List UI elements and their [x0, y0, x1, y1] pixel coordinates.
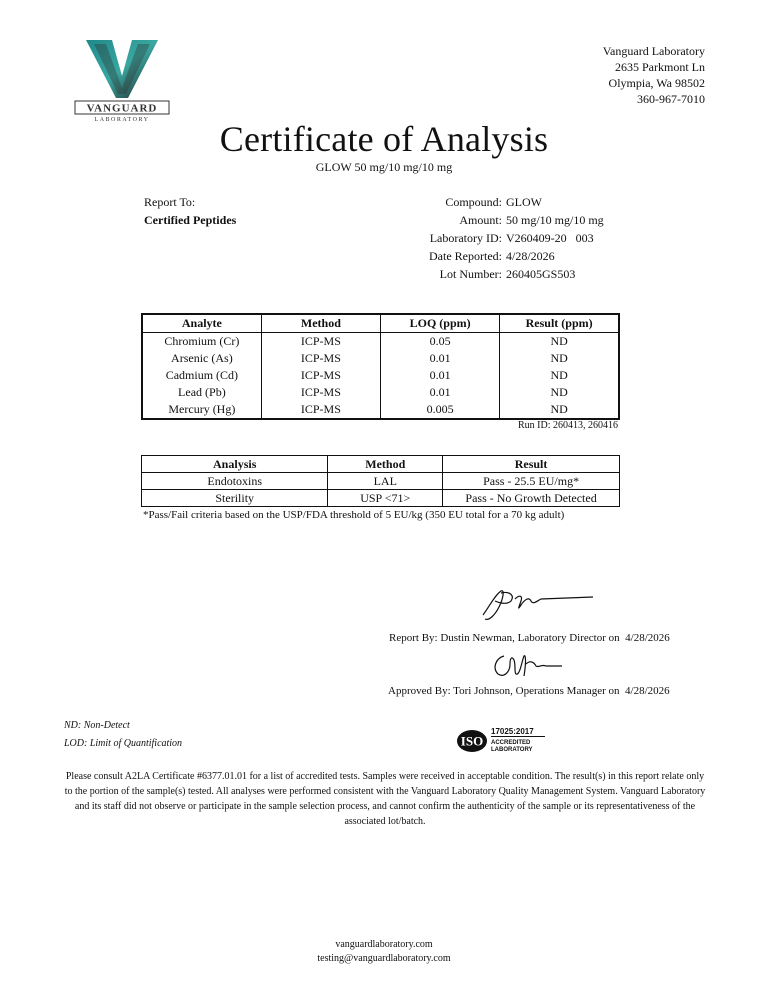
table-row: Chromium (Cr) ICP-MS 0.05 ND [142, 333, 619, 351]
report-by [389, 632, 670, 644]
table-row: Endotoxins LAL Pass - 25.5 EU/mg* [142, 473, 620, 490]
heavy-metals-table [141, 313, 620, 420]
svg-text:ISO: ISO [460, 733, 484, 749]
logo-wordmark: VANGUARD [86, 102, 158, 115]
page-subtitle: GLOW 50 mg/10 mg/10 mg [315, 160, 453, 174]
approved-by-text: Approved By: Tori Johnson, Operations Manager on [388, 685, 620, 697]
footer-email: testing@vanguardlaboratory.com [317, 953, 451, 964]
lab-street: 2635 Parkmont Ln [615, 60, 705, 74]
svg-text:ACCREDITED: ACCREDITED [491, 740, 531, 746]
logo-subtitle: LABORATORY [94, 117, 150, 123]
lab-city: Olympia, Wa 98502 [608, 76, 705, 90]
disclaimer: Please consult A2LA Certificate #6377.01.01 for a list of accredited tests. Samples were received in acceptable condition. The result(s) in this report relate only to the portion of the sample(s) tested. All analyses were performed consistent with the Vanguard Laboratory Quality Management System. Vanguard Laboratory and its staff did not observe or participate in the sample selection process, and cannot confirm the authenticity of the sample or its representativeness of the associated lot/batch. [64, 771, 706, 827]
legend-lod: LOD: Limit of Quantification [64, 738, 183, 749]
pass-fail-note: *Pass/Fail criteria based on the USP/FDA threshold of 5 EU/kg (350 EU total for a 70 kg adult) [143, 509, 565, 521]
report-by-text: Report By: Dustin Newman, Laboratory Director on [389, 632, 620, 644]
svg-text:LABORATORY: LABORATORY [491, 747, 533, 753]
approved-by [388, 685, 670, 697]
lab-phone: 360-967-7010 [637, 92, 705, 106]
lab-address [603, 43, 705, 107]
table-row: Sterility USP <71> Pass - No Growth Detected [142, 490, 620, 507]
report-to [144, 193, 236, 229]
report-to-label: Report To: [144, 195, 196, 209]
table-row: Arsenic (As) ICP-MS 0.01 ND [142, 350, 619, 367]
table-row: Mercury (Hg) ICP-MS 0.005 ND [142, 401, 619, 419]
info-row: Laboratory ID: V260409-20 003 [429, 231, 594, 245]
analysis-table [141, 455, 620, 507]
client-name: Certified Peptides [144, 213, 237, 227]
abbreviation-legend [64, 717, 182, 753]
approved-by-date: 4/28/2026 [625, 685, 670, 697]
vanguard-logo [72, 36, 172, 124]
lab-name: Vanguard Laboratory [602, 44, 705, 58]
table-row: Cadmium (Cd) ICP-MS 0.01 ND [142, 367, 619, 384]
report-by-date: 4/28/2026 [625, 632, 670, 644]
footer-website: vanguardlaboratory.com [335, 939, 433, 950]
table-header-row: Analysis Method Result [142, 456, 620, 473]
table-header-row: Analyte Method LOQ (ppm) Result (ppm) [142, 314, 619, 333]
iso-accreditation-badge [455, 726, 547, 754]
info-row: Date Reported: 4/28/2026 [429, 249, 555, 263]
info-row: Amount: 50 mg/10 mg/10 mg [459, 213, 604, 227]
page-title: Certificate of Analysis [219, 119, 549, 159]
footer [0, 938, 768, 966]
director-signature [475, 585, 595, 625]
run-id: Run ID: 260413, 260416 [518, 420, 618, 431]
table-row: Lead (Pb) ICP-MS 0.01 ND [142, 384, 619, 401]
legend-nd: ND: Non-Detect [64, 720, 130, 731]
info-row: Lot Number: 260405GS503 [439, 267, 576, 281]
sample-info [420, 193, 604, 283]
manager-signature [490, 650, 570, 680]
info-row: Compound: GLOW [445, 195, 542, 209]
svg-text:17025:2017: 17025:2017 [491, 727, 534, 736]
